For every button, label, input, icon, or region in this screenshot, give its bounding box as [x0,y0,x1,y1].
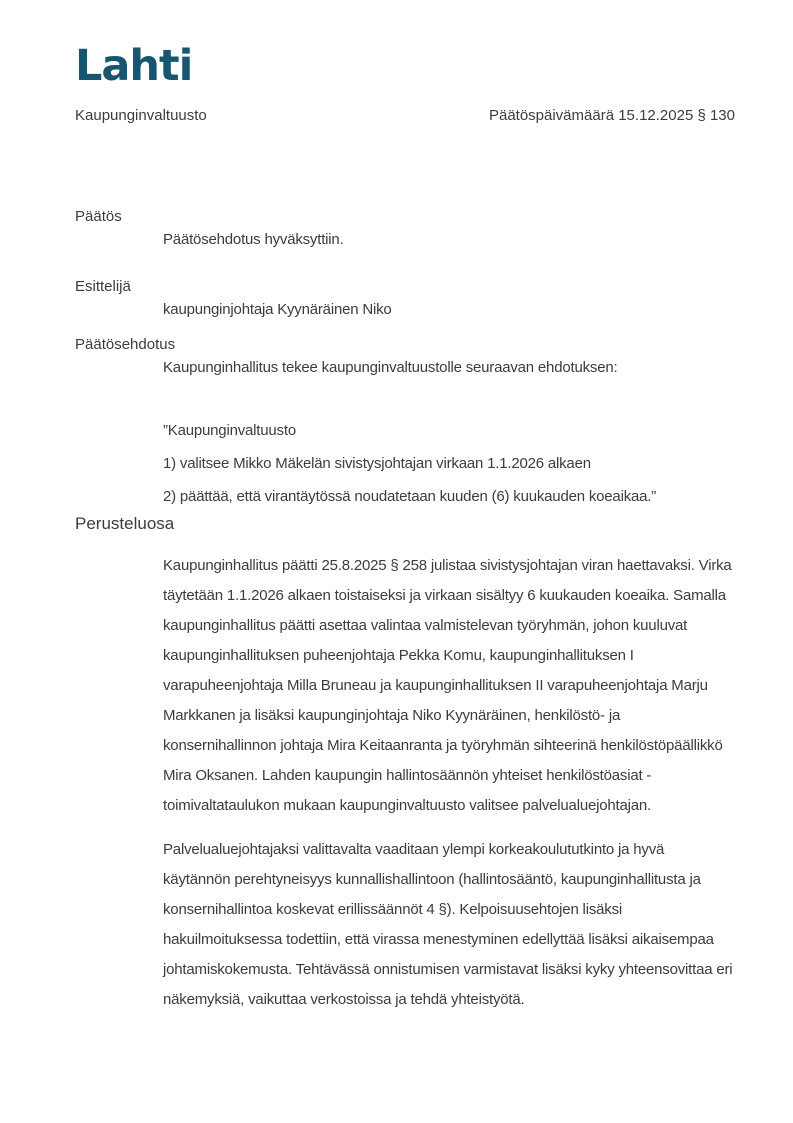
proposal-quote-line: ”Kaupunginvaltuusto [163,422,296,439]
section-paatos-text: Päätösehdotus hyväksyttiin. [163,231,344,248]
perusteluosa-paragraph: Kaupunginhallitus päätti 25.8.2025 § 258 julistaa sivistysjohtajan viran haettavaksi. Virka täytetään 1.1.2026 alkaen toistaiseksi ja virkaan sisältyy 6 kuukauden koeaika. Samalla kaupunginhallitus päätti asettaa valintaa valmistelevan työryhmän, johon kuuluvat kaupunginhallituksen puheenjohtaja Pekka Komu, kaupunginhallituksen I varapuheenjohtaja Milla Bruneau ja kaupunginhallituksen II varapuheenjohtaja Marju Markkanen ja lisäksi kaupunginjohtaja Niko Kyynäräinen, henkilöstö- ja konsernihallinnon johtaja Mira Keitaanranta ja työryhmän sihteerinä henkilöstöpäällikkö Mira Oksanen. Lahden kaupungin hallintosäännön yhteiset henkilöstöasiat - toimivaltataulukon mukaan kaupunginvaltuusto valitsee palvelualuejohtajan. [163,557,732,814]
proposal-quote-line: 2) päättää, että virantäytössä noudatetaan kuuden (6) kuukauden koeaikaa.” [163,488,657,505]
section-paatosehdotus [75,335,735,513]
perusteluosa-paragraph: Palvelualuejohtajaksi valittavalta vaaditaan ylempi korkeakoulututkinto ja hyvä käytännön perehtyneisyys kunnallishallintoon (hallintosääntö, kaupunginhallitusta ja konsernihallintoa koskevat erillissäännöt 4 §). Kelpoisuusehtojen lisäksi hakuilmoituksessa todettiin, että virassa menestyminen edellyttää lisäksi aikaisempaa johtamiskokemusta. Tehtävässä onnistumisen varmistavat lisäksi kyky yhteensovittaa eri näkemyksiä, vaikuttaa verkostoissa ja tehdä yhteistyötä. [163,841,733,1008]
section-esittelija-text: kaupunginjohtaja Kyynäräinen Niko [163,301,392,318]
proposal-quote-line: 1) valitsee Mikko Mäkelän sivistysjohtajan virkaan 1.1.2026 alkaen [163,455,591,472]
decision-date: Päätöspäivämäärä 15.12.2025 § 130 [488,107,735,124]
section-paatos [75,207,735,250]
organ-name: Kaupunginvaltuusto [75,107,207,124]
section-perusteluosa-label: Perusteluosa [75,514,175,533]
section-paatosehdotus-intro: Kaupunginhallitus tekee kaupunginvaltuustolle seuraavan ehdotuksen: [163,359,618,376]
lahti-logo: Lahti [75,41,193,91]
section-paatos-label: Päätös [75,208,122,225]
section-perusteluosa [75,513,735,1015]
section-esittelija-label: Esittelijä [75,278,131,295]
section-paatosehdotus-label: Päätösehdotus [75,336,176,353]
document-header [75,107,735,125]
section-perusteluosa-body [163,551,735,1015]
section-esittelija [75,277,735,320]
proposal-quote [163,414,735,513]
